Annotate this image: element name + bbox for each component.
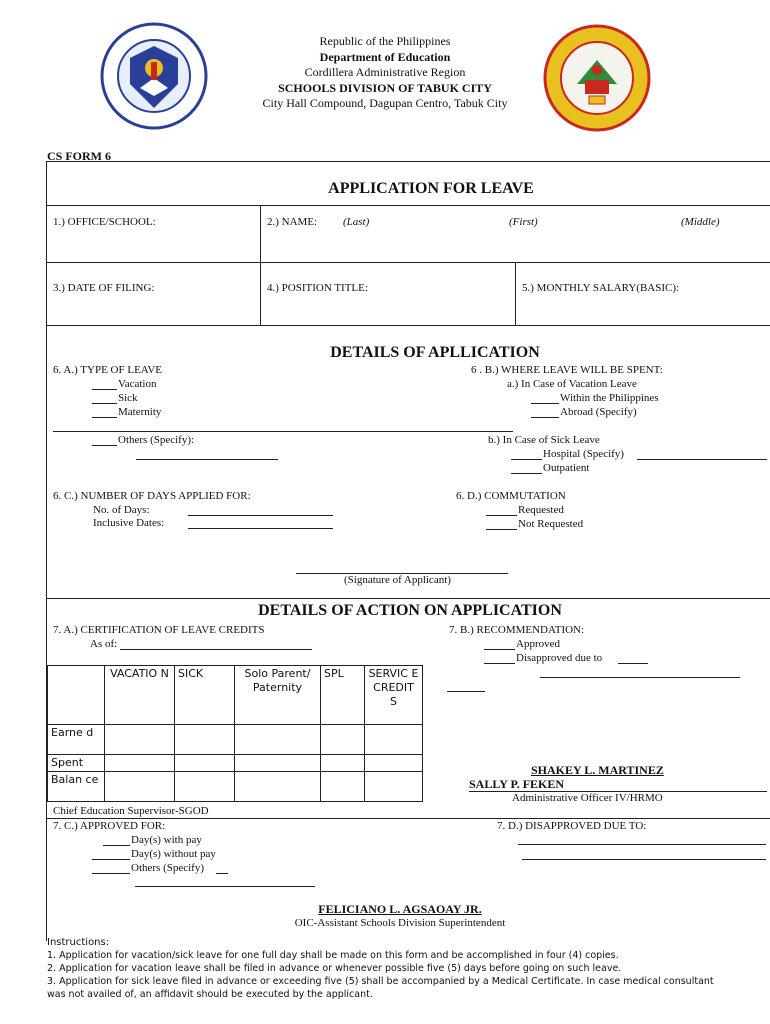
without-pay-blank[interactable] <box>92 859 130 860</box>
certification-label: 7. A.) CERTIFICATION OF LEAVE CREDITS <box>53 624 265 636</box>
credits-cell[interactable] <box>321 725 365 755</box>
header-line-republic: Republic of the Philippines <box>319 34 451 48</box>
hospital-blank[interactable] <box>511 459 542 460</box>
form-title: APPLICATION FOR LEAVE <box>328 180 534 197</box>
hospital-specify-line[interactable] <box>637 459 767 460</box>
name-label: 2.) NAME: <box>267 216 318 228</box>
no-of-days-label: No. of Days: <box>93 504 150 516</box>
within-philippines-blank[interactable] <box>531 403 559 404</box>
instruction-item: was not availed of, an affidavit should be executed by the applicant. <box>47 989 373 1000</box>
disapproved-label: Disapproved due to <box>516 652 603 664</box>
chief-supervisor-title: Chief Education Supervisor-SGOD <box>53 805 209 817</box>
credits-row-balance: Balan ce <box>48 772 105 802</box>
disapproved-blank[interactable] <box>484 663 515 664</box>
others-approved-line[interactable] <box>135 886 315 887</box>
disapproved-reason-line1[interactable] <box>540 677 740 678</box>
credits-cell[interactable] <box>235 725 321 755</box>
disapproved-reason-line2[interactable] <box>447 691 485 692</box>
credits-header-vacation: VACATIO N <box>105 666 175 725</box>
action-title: DETAILS OF ACTION ON APPLICATION <box>258 602 562 619</box>
signatory-shakey: SHAKEY L. MARTINEZ <box>531 763 664 777</box>
abroad-blank[interactable] <box>531 417 559 418</box>
outpatient-label: Outpatient <box>543 462 590 474</box>
leave-credits-table <box>47 665 423 802</box>
with-pay-label: Day(s) with pay <box>131 834 202 846</box>
credits-cell[interactable] <box>175 725 235 755</box>
as-of-label: As of: <box>90 638 118 650</box>
disapproved-reason-short[interactable] <box>618 663 648 664</box>
others-specify-line[interactable] <box>136 459 278 460</box>
division-seal <box>543 24 651 132</box>
name-last-label: (Last) <box>343 216 370 228</box>
not-requested-label: Not Requested <box>518 518 584 530</box>
header-line-division: SCHOOLS DIVISION OF TABUK CITY <box>278 80 492 95</box>
credits-header-service-credits: SERVIC E CREDIT S <box>365 666 423 725</box>
others-approved-blank[interactable] <box>92 873 130 874</box>
where-spent-label: 6 . B.) WHERE LEAVE WILL BE SPENT: <box>471 364 663 376</box>
within-philippines-label: Within the Philippines <box>560 392 659 404</box>
credits-header-solo-parent: Solo Parent/ Paternity <box>235 666 321 725</box>
header-line-region: Cordillera Administrative Region <box>304 65 466 79</box>
approved-for-label: 7. C.) APPROVED FOR: <box>53 820 166 832</box>
sick-label: Sick <box>118 392 138 404</box>
without-pay-label: Day(s) without pay <box>131 848 216 860</box>
instruction-item: 1. Application for vacation/sick leave for one full day shall be made on this form and be accomplished in four (4) copies. <box>47 950 619 961</box>
credits-cell[interactable] <box>105 725 175 755</box>
disapproved-due-label: 7. D.) DISAPPROVED DUE TO: <box>497 820 647 832</box>
header-line-department: Department of Education <box>319 49 451 64</box>
credits-cell[interactable] <box>321 772 365 802</box>
sick-case-label: b.) In Case of Sick Leave <box>488 434 600 446</box>
credits-cell[interactable] <box>175 772 235 802</box>
outpatient-blank[interactable] <box>511 473 542 474</box>
no-of-days-field[interactable] <box>188 515 333 516</box>
type-of-leave-label: 6. A.) TYPE OF LEAVE <box>53 364 162 376</box>
others-approved-short[interactable] <box>216 873 228 874</box>
approved-blank[interactable] <box>484 649 515 650</box>
credits-cell[interactable] <box>175 755 235 772</box>
vacation-case-label: a.) In Case of Vacation Leave <box>507 378 637 390</box>
others-blank[interactable] <box>92 445 117 446</box>
vacation-blank[interactable] <box>92 389 117 390</box>
credits-cell[interactable] <box>365 772 423 802</box>
credits-cell[interactable] <box>235 772 321 802</box>
credits-row-spent: Spent <box>48 755 105 772</box>
signatory-sally: SALLY P. FEKEN <box>469 777 565 791</box>
credits-header-blank <box>48 666 105 725</box>
office-school-label: 1.) OFFICE/SCHOOL: <box>53 216 156 228</box>
credits-cell[interactable] <box>105 755 175 772</box>
others-label: Others (Specify): <box>118 434 195 446</box>
credits-row-earned: Earne d <box>48 725 105 755</box>
inclusive-dates-field[interactable] <box>188 528 333 529</box>
hospital-label: Hospital (Specify) <box>543 448 624 460</box>
credits-cell[interactable] <box>365 725 423 755</box>
instructions-label: Instructions: <box>47 937 110 948</box>
hrmo-title: Administrative Officer IV/HRMO <box>512 792 663 804</box>
monthly-salary-label: 5.) MONTHLY SALARY(BASIC): <box>522 282 680 294</box>
instruction-item: 2. Application for vacation leave shall be filed in advance or whenever possible five (5) days before going on such leave. <box>47 963 622 974</box>
name-middle-label: (Middle) <box>681 216 720 228</box>
credits-cell[interactable] <box>235 755 321 772</box>
deped-seal <box>100 22 208 130</box>
days-applied-label: 6. C.) NUMBER OF DAYS APPLIED FOR: <box>53 490 251 502</box>
others-approved-label: Others (Specify) <box>131 862 205 874</box>
header-line-address: City Hall Compound, Dagupan Centro, Tabuk City <box>262 96 508 110</box>
instruction-item: 3. Application for sick leave filed in advance or exceeding five (5) shall be accompanied by a Medical Certificate. In case medical consultant <box>47 976 714 987</box>
commutation-label: 6. D.) COMMUTATION <box>456 490 566 502</box>
name-first-label: (First) <box>509 216 538 228</box>
disapproved-due-line1[interactable] <box>518 844 766 845</box>
as-of-field[interactable] <box>120 649 312 650</box>
maternity-label: Maternity <box>118 406 162 418</box>
deped-seal-icon <box>100 22 208 130</box>
date-of-filing-label: 3.) DATE OF FILING: <box>53 282 155 294</box>
requested-label: Requested <box>518 504 564 516</box>
inclusive-dates-label: Inclusive Dates: <box>93 517 165 529</box>
details-title: DETAILS OF APLLICATION <box>330 344 540 361</box>
disapproved-due-line2[interactable] <box>522 859 766 860</box>
requested-blank[interactable] <box>486 515 517 516</box>
credits-header-spl: SPL <box>321 666 365 725</box>
division-seal-icon <box>543 24 651 132</box>
final-signatory-title: OIC-Assistant Schools Division Superintendent <box>294 917 506 929</box>
recommendation-label: 7. B.) RECOMMENDATION: <box>449 624 585 636</box>
abroad-label: Abroad (Specify) <box>560 406 637 418</box>
signature-label: (Signature of Applicant) <box>344 574 451 586</box>
credits-header-sick: SICK <box>175 666 235 725</box>
maternity-blank[interactable] <box>92 417 117 418</box>
sick-blank[interactable] <box>92 403 117 404</box>
credits-cell[interactable] <box>321 755 365 772</box>
approved-label: Approved <box>516 638 560 650</box>
form-code: CS FORM 6 <box>47 149 111 163</box>
vacation-label: Vacation <box>118 378 157 390</box>
position-title-label: 4.) POSITION TITLE: <box>267 282 368 294</box>
credits-cell[interactable] <box>365 755 423 772</box>
with-pay-blank[interactable] <box>103 845 130 846</box>
credits-cell[interactable] <box>105 772 175 802</box>
not-requested-blank[interactable] <box>486 529 517 530</box>
final-signatory-name: FELICIANO L. AGSAOAY JR. <box>318 902 482 916</box>
